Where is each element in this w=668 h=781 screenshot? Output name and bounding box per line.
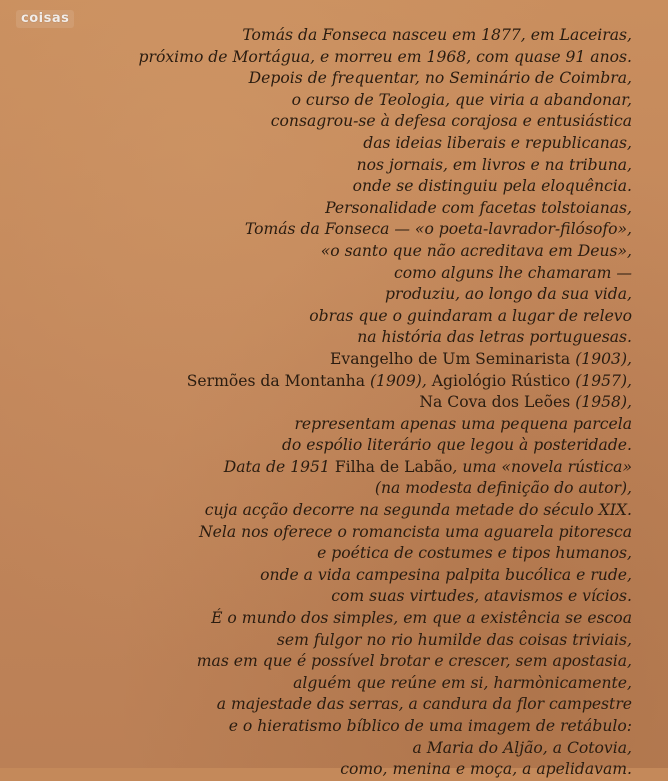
text-line	[32, 25, 632, 47]
text-line	[32, 47, 632, 69]
text-segment: produziu, ao longo da sua vida,	[385, 285, 632, 304]
text-line	[32, 673, 632, 695]
text-segment: representam apenas uma pequena parcela	[294, 414, 632, 433]
text-segment: Data de 1951	[223, 457, 335, 476]
text-segment: (1909),	[369, 371, 432, 390]
text-line	[32, 90, 632, 112]
text-line	[32, 263, 632, 285]
text-segment: a Maria do Aljão, a Cotovia,	[412, 738, 632, 757]
blurb-text	[32, 25, 632, 781]
text-segment: (1958),	[575, 393, 632, 412]
text-segment: Personalidade com facetas tolstoianas,	[325, 198, 632, 217]
book-title: Agiológio Rústico	[431, 371, 576, 390]
text-line	[32, 327, 632, 349]
text-line	[32, 478, 632, 500]
text-line	[32, 306, 632, 328]
text-line	[32, 586, 632, 608]
text-line	[32, 219, 632, 241]
text-segment: das ideias liberais e republicanas,	[363, 133, 632, 152]
book-title: Evangelho de Um Seminarista	[330, 349, 576, 368]
text-line	[32, 284, 632, 306]
text-line	[32, 716, 632, 738]
text-segment: próximo de Mortágua, e morreu em 1968, com quase 91 anos.	[138, 47, 632, 66]
text-segment: com suas virtudes, atavismos e vícios.	[331, 587, 632, 606]
book-title: Na Cova dos Leões	[419, 393, 576, 412]
text-segment: Depois de frequentar, no Seminário de Coimbra,	[248, 69, 632, 88]
text-line	[32, 738, 632, 760]
text-segment: «o santo que não acreditava em Deus»,	[320, 241, 632, 260]
text-line	[32, 68, 632, 90]
text-segment: É o mundo dos simples, em que a existência se escoa	[211, 609, 632, 628]
text-segment: a majestade das serras, a candura da flor campestre	[216, 695, 632, 714]
text-line	[32, 155, 632, 177]
text-segment: como alguns lhe chamaram —	[393, 263, 632, 282]
text-line	[32, 522, 632, 544]
text-line	[32, 241, 632, 263]
text-segment: o curso de Teologia, que viria a abandonar,	[291, 90, 632, 109]
text-segment: obras que o guindaram a lugar de relevo	[309, 306, 632, 325]
text-segment: onde se distinguiu pela eloquência.	[352, 177, 632, 196]
text-segment: na história das letras portuguesas.	[357, 328, 632, 347]
text-segment: do espólio literário que legou à posteridade.	[281, 436, 632, 455]
text-line	[32, 435, 632, 457]
book-title: Sermões da Montanha	[186, 371, 370, 390]
text-segment: Tomás da Fonseca — «o poeta-lavrador-filósofo»,	[244, 220, 632, 239]
text-segment: alguém que reúne em si, harmònicamente,	[293, 673, 632, 692]
text-line	[32, 371, 632, 393]
text-line	[32, 198, 632, 220]
text-segment: mas em que é possível brotar e crescer, sem apostasia,	[196, 652, 632, 671]
text-segment: (na modesta definição do autor),	[374, 479, 632, 498]
text-line	[32, 133, 632, 155]
text-segment: e o hieratismo bíblico de uma imagem de retábulo:	[228, 717, 632, 735]
text-segment: Nela nos oferece o romancista uma aguarela pitoresca	[198, 522, 632, 541]
text-line	[32, 176, 632, 198]
text-line	[32, 392, 632, 414]
text-line	[32, 630, 632, 652]
text-segment: Tomás da Fonseca nasceu em 1877, em Laceiras,	[242, 26, 632, 44]
text-segment: como, menina e moça, a apelidavam.	[340, 760, 632, 779]
text-segment: (1957),	[575, 371, 632, 390]
text-line	[32, 694, 632, 716]
text-line	[32, 651, 632, 673]
text-line	[32, 543, 632, 565]
text-segment: nos jornais, em livros e na tribuna,	[356, 155, 632, 174]
text-line	[32, 500, 632, 522]
text-line	[32, 759, 632, 781]
watermark-logo: coisas	[16, 10, 74, 28]
text-line	[32, 608, 632, 630]
text-line	[32, 457, 632, 479]
text-line	[32, 565, 632, 587]
text-line	[32, 349, 632, 371]
book-title: Filha de Labão	[334, 457, 453, 476]
text-segment: e poética de costumes e tipos humanos,	[317, 544, 632, 563]
text-segment: (1903),	[575, 349, 632, 368]
text-line	[32, 111, 632, 133]
text-line	[32, 414, 632, 436]
text-segment: , uma «novela rústica»	[452, 457, 632, 476]
text-segment: cuja acção decorre na segunda metade do século XIX.	[204, 501, 632, 520]
text-segment: onde a vida campesina palpita bucólica e rude,	[260, 565, 632, 584]
text-segment: consagrou-se à defesa corajosa e entusiástica	[270, 112, 632, 131]
text-segment: sem fulgor no rio humilde das coisas triviais,	[276, 630, 632, 649]
